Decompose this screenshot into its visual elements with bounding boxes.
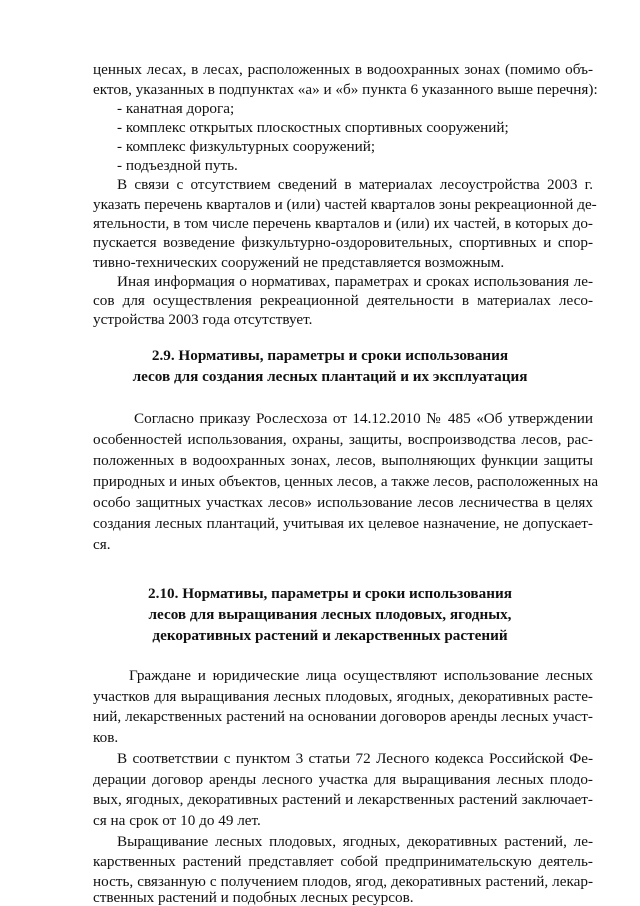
section-heading: 2.10. Нормативы, параметры и сроки использования bbox=[148, 585, 512, 602]
text-line: Иная информация о нормативах, параметрах и сроках использования ле- bbox=[117, 273, 593, 290]
text-line: ценных лесах, в лесах, расположенных в водоохранных зонах (помимо объ- bbox=[93, 61, 593, 78]
text-line: ятельности, в том числе перечень кварталов и (или) их частей, в которых до- bbox=[93, 215, 593, 232]
list-item: - комплекс физкультурных сооружений; bbox=[117, 138, 376, 155]
text-line: Согласно приказу Рослесхоза от 14.12.2010 № 485 «Об утверждении bbox=[134, 410, 593, 427]
text-line: ся на срок от 10 до 49 лет. bbox=[93, 812, 261, 829]
text-line: природных и иных объектов, ценных лесов, а также лесов, расположенных на bbox=[93, 473, 599, 490]
text-line: создания лесных плантаций, учитывая их целевое назначение, не допускает- bbox=[93, 515, 593, 532]
text-line: ность, связанную с получением плодов, ягод, декоративных растений, лекар- bbox=[93, 873, 593, 890]
text-line: особо защитных участках лесов» использование лесов лесничества в целях bbox=[93, 494, 593, 511]
text-line: указать перечень кварталов и (или) частей кварталов зоны рекреационной де- bbox=[93, 196, 597, 213]
text-line: Граждане и юридические лица осуществляют использование лесных bbox=[129, 667, 593, 684]
text-line: ственных растений и подобных лесных ресурсов. bbox=[93, 889, 414, 906]
section-heading: декоративных растений и лекарственных растений bbox=[152, 627, 508, 644]
text-line: тивно-технических сооружений не представляется возможным. bbox=[93, 254, 505, 271]
text-line: устройства 2003 года отсутствует. bbox=[93, 311, 313, 328]
text-line: В связи с отсутствием сведений в материалах лесоустройства 2003 г. bbox=[117, 176, 593, 193]
list-item: - подъездной путь. bbox=[117, 157, 238, 174]
text-line: положенных в водоохранных зонах, лесов, выполняющих функции защиты bbox=[93, 452, 593, 469]
text-line: дерации договор аренды лесного участка для выращивания лесных плодо- bbox=[93, 771, 593, 788]
text-line: ний, лекарственных растений на основании договоров аренды лесных участ- bbox=[93, 708, 593, 725]
text-line: особенностей использования, охраны, защиты, воспроизводства лесов, рас- bbox=[93, 431, 593, 448]
text-line: ектов, указанных в подпунктах «а» и «б» пункта 6 указанного выше перечня): bbox=[93, 81, 598, 98]
section-heading: лесов для создания лесных плантаций и их эксплуатация bbox=[132, 368, 528, 385]
text-line: пускается возведение физкультурно-оздоровительных, спортивных и спор- bbox=[93, 234, 593, 251]
text-line: карственных растений представляет собой предпринимательскую деятель- bbox=[93, 853, 593, 870]
section-heading: 2.9. Нормативы, параметры и сроки использования bbox=[151, 347, 509, 364]
text-line: сов для осуществления рекреационной деятельности в материалах лесо- bbox=[93, 292, 593, 309]
text-line: В соответствии с пунктом 3 статьи 72 Лесного кодекса Российской Фе- bbox=[117, 750, 593, 767]
text-line: ков. bbox=[93, 729, 119, 746]
text-line: ся. bbox=[93, 536, 111, 553]
section-heading: лесов для выращивания лесных плодовых, ягодных, bbox=[148, 606, 512, 623]
text-line: участков для выращивания лесных плодовых, ягодных, декоративных расте- bbox=[93, 688, 593, 705]
list-item: - комплекс открытых плоскостных спортивных сооружений; bbox=[117, 119, 509, 136]
list-item: - канатная дорога; bbox=[117, 100, 235, 117]
text-line: Выращивание лесных плодовых, ягодных, декоративных растений, ле- bbox=[117, 833, 593, 850]
text-line: вых, ягодных, декоративных растений и лекарственных растений заключает- bbox=[93, 791, 593, 808]
